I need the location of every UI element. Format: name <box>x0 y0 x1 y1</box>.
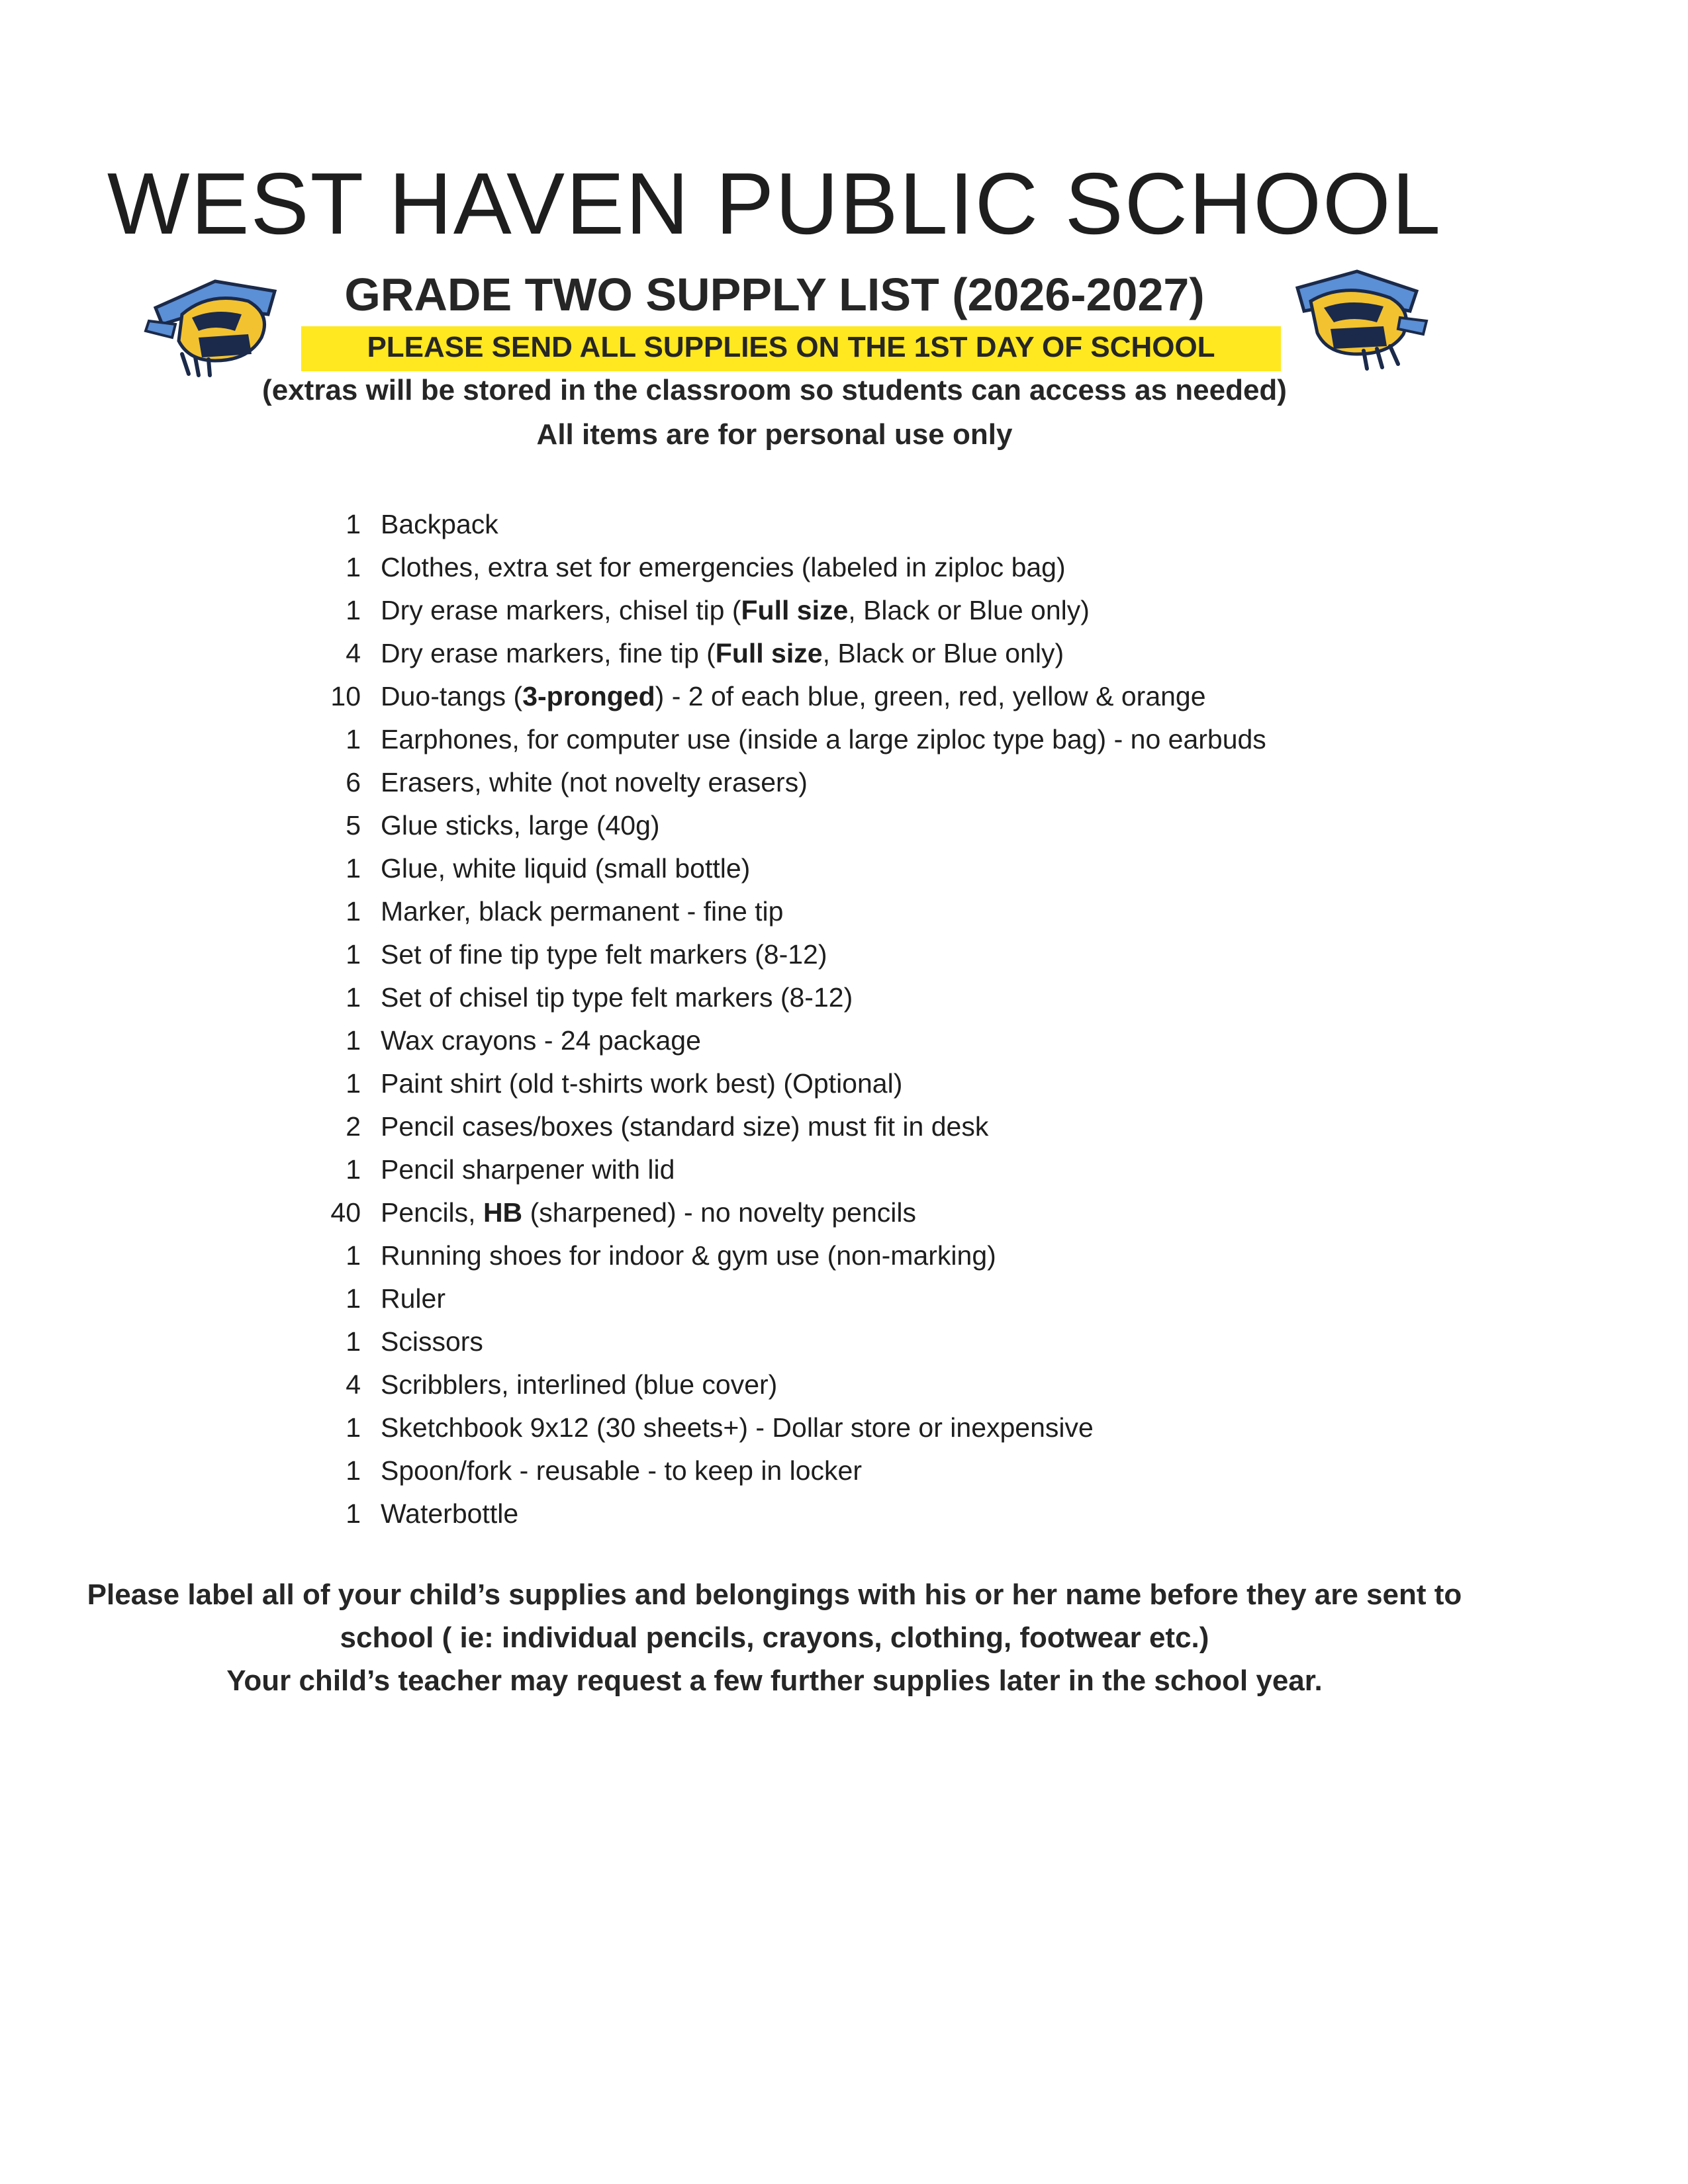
item-quantity: 1 <box>346 853 361 884</box>
item-description <box>381 1283 445 1314</box>
banner-text: PLEASE SEND ALL SUPPLIES ON THE 1ST DAY OF SCHOOL <box>367 331 1215 363</box>
school-name: WEST HAVEN PUBLIC SCHOOL <box>107 155 1442 252</box>
list-item <box>311 1406 1403 1449</box>
list-item <box>311 1492 1403 1535</box>
item-quantity: 1 <box>346 552 361 582</box>
item-quantity: 1 <box>346 509 361 539</box>
list-item <box>311 1191 1403 1234</box>
item-text: Marker, black permanent - fine tip <box>381 896 784 927</box>
item-text: Scissors <box>381 1326 483 1357</box>
list-item <box>311 718 1403 761</box>
item-description <box>381 1111 988 1142</box>
item-text: Ruler <box>381 1283 445 1314</box>
item-text: Pencils, <box>381 1197 483 1228</box>
item-text: Running shoes for indoor & gym use (non-marking) <box>381 1240 996 1271</box>
item-quantity: 1 <box>346 1025 361 1056</box>
list-item <box>311 1234 1403 1277</box>
list-item <box>311 1449 1403 1492</box>
item-description <box>381 1240 996 1271</box>
item-description <box>381 638 1064 669</box>
item-text: Set of chisel tip type felt markers (8-12) <box>381 982 853 1013</box>
item-quantity: 1 <box>346 1412 361 1443</box>
list-item <box>311 1277 1403 1320</box>
footer-label-note: Please label all of your child’s supplies and belongings with his or her name before they are sent to <box>87 1578 1462 1611</box>
item-quantity: 1 <box>346 595 361 625</box>
list-item <box>311 890 1403 933</box>
item-quantity: 1 <box>346 896 361 927</box>
item-description <box>381 552 1066 583</box>
list-item <box>311 589 1403 632</box>
item-quantity: 2 <box>346 1111 361 1142</box>
item-quantity: 1 <box>346 982 361 1013</box>
item-emphasis: 3-pronged <box>522 681 655 711</box>
list-item <box>311 1148 1403 1191</box>
list-item <box>311 933 1403 976</box>
item-quantity: 40 <box>330 1197 361 1228</box>
item-quantity: 1 <box>346 1498 361 1529</box>
item-description <box>381 509 498 540</box>
item-description <box>381 853 750 884</box>
item-text: Backpack <box>381 509 498 539</box>
item-description <box>381 724 1266 755</box>
personal-use-note: All items are for personal use only <box>536 418 1013 451</box>
item-quantity: 10 <box>330 681 361 711</box>
item-description <box>381 1498 518 1529</box>
item-text: Earphones, for computer use (inside a large ziploc type bag) - no earbuds <box>381 724 1266 754</box>
item-description <box>381 939 827 970</box>
item-emphasis: Full size <box>715 638 823 668</box>
item-description <box>381 1197 916 1228</box>
item-quantity: 1 <box>346 1154 361 1185</box>
item-description <box>381 896 783 927</box>
item-emphasis: Full size <box>741 595 849 625</box>
item-text: Scribblers, interlined (blue cover) <box>381 1369 778 1400</box>
item-description <box>381 1326 483 1357</box>
item-text: Dry erase markers, fine tip ( <box>381 638 716 668</box>
item-description <box>381 1455 862 1486</box>
list-item <box>311 1105 1403 1148</box>
list-item <box>311 1062 1403 1105</box>
item-emphasis: HB <box>483 1197 523 1228</box>
item-description <box>381 1025 701 1056</box>
list-item <box>311 1320 1403 1363</box>
item-description <box>381 1369 777 1400</box>
list-item <box>311 1363 1403 1406</box>
item-description <box>381 767 808 798</box>
list-item <box>311 632 1403 675</box>
item-text: Paint shirt (old t-shirts work best) (Optional) <box>381 1068 903 1099</box>
item-text: Glue sticks, large (40g) <box>381 810 660 841</box>
footer-label-examples: school ( ie: individual pencils, crayons, clothing, footwear etc.) <box>340 1621 1209 1654</box>
item-quantity: 1 <box>346 1455 361 1486</box>
item-quantity: 1 <box>346 724 361 754</box>
item-quantity: 1 <box>346 939 361 970</box>
list-item <box>311 847 1403 890</box>
item-text: Wax crayons - 24 package <box>381 1025 701 1056</box>
list-item <box>311 503 1403 546</box>
item-quantity: 1 <box>346 1068 361 1099</box>
item-description <box>381 810 660 841</box>
list-item <box>311 761 1403 804</box>
list-item <box>311 1019 1403 1062</box>
item-description <box>381 1154 675 1185</box>
item-text: (sharpened) - no novelty pencils <box>522 1197 916 1228</box>
item-text: Waterbottle <box>381 1498 519 1529</box>
list-item <box>311 675 1403 718</box>
item-quantity: 6 <box>346 767 361 797</box>
item-description <box>381 982 853 1013</box>
item-quantity: 5 <box>346 810 361 841</box>
item-text: Clothes, extra set for emergencies (labeled in ziploc bag) <box>381 552 1066 582</box>
item-text: Erasers, white (not novelty erasers) <box>381 767 808 797</box>
item-quantity: 1 <box>346 1283 361 1314</box>
item-text: , Black or Blue only) <box>822 638 1064 668</box>
item-quantity: 4 <box>346 1369 361 1400</box>
supply-list-title: GRADE TWO SUPPLY LIST (2026-2027) <box>344 269 1205 320</box>
list-item <box>311 546 1403 589</box>
list-item <box>311 976 1403 1019</box>
item-description <box>381 1412 1094 1443</box>
item-description <box>381 681 1206 712</box>
item-text: Dry erase markers, chisel tip ( <box>381 595 741 625</box>
item-text: Spoon/fork - reusable - to keep in locker <box>381 1455 862 1486</box>
footer-teacher-note: Your child’s teacher may request a few further supplies later in the school year. <box>226 1664 1323 1697</box>
item-text: Glue, white liquid (small bottle) <box>381 853 751 884</box>
item-text: Sketchbook 9x12 (30 sheets+) - Dollar store or inexpensive <box>381 1412 1094 1443</box>
item-quantity: 4 <box>346 638 361 668</box>
item-text: Pencil cases/boxes (standard size) must fit in desk <box>381 1111 989 1142</box>
supply-list <box>311 503 1403 1535</box>
storage-note: (extras will be stored in the classroom so students can access as needed) <box>262 374 1287 406</box>
item-description <box>381 595 1090 626</box>
item-text: , Black or Blue only) <box>848 595 1090 625</box>
item-quantity: 1 <box>346 1326 361 1357</box>
item-text: ) - 2 of each blue, green, red, yellow & orange <box>655 681 1206 711</box>
item-description <box>381 1068 902 1099</box>
item-text: Pencil sharpener with lid <box>381 1154 675 1185</box>
list-item <box>311 804 1403 847</box>
item-quantity: 1 <box>346 1240 361 1271</box>
item-text: Duo-tangs ( <box>381 681 523 711</box>
item-text: Set of fine tip type felt markers (8-12) <box>381 939 827 970</box>
